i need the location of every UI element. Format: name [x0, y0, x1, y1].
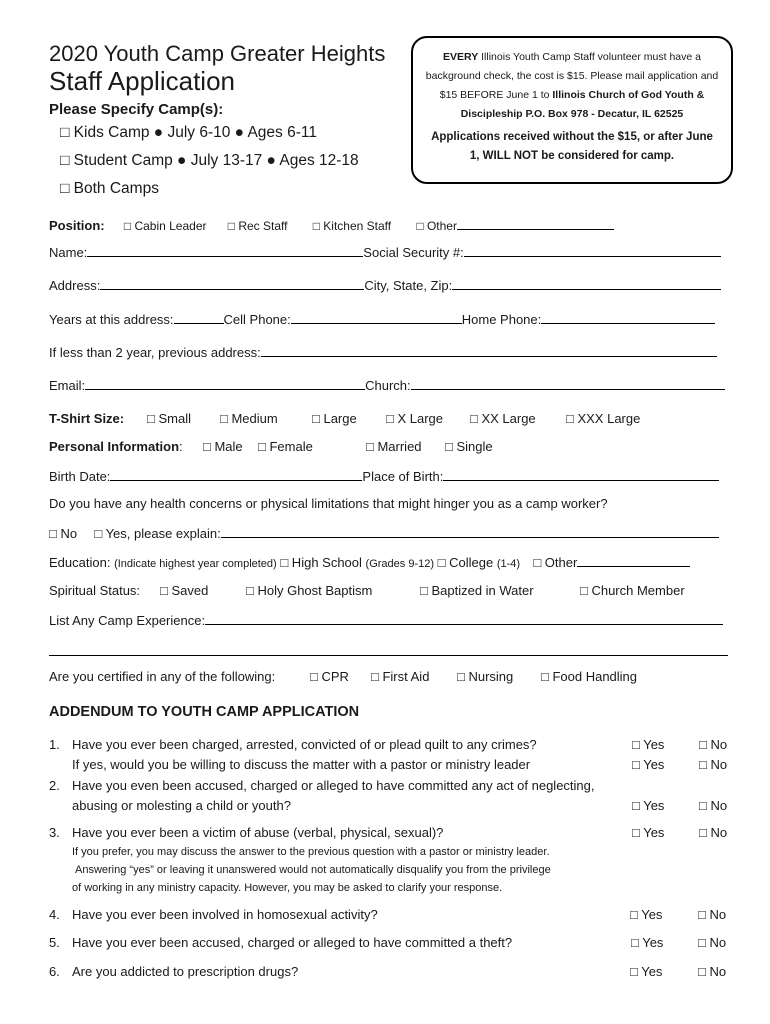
birth-date-label: Birth Date: [49, 469, 111, 484]
education-other-field[interactable] [577, 554, 690, 567]
cell-field[interactable] [291, 311, 462, 324]
birth-row [49, 468, 719, 484]
education-row [49, 554, 690, 570]
q1-yes[interactable]: □ Yes [632, 737, 665, 752]
q5-yes[interactable]: □ Yes [631, 935, 664, 950]
spiritual-church-member[interactable]: □ Church Member [580, 583, 685, 598]
q1-no[interactable]: □ No [699, 737, 728, 752]
birth-place-label: Place of Birth: [362, 469, 444, 484]
education-high-school[interactable]: □ High School [280, 555, 362, 570]
address-field[interactable] [100, 277, 364, 290]
form-title-line1: 2020 Youth Camp Greater Heights [49, 41, 386, 66]
q2-text: Have you even been accused, charged or alleged to have committed any act of neglecting, [72, 778, 595, 793]
q6-number: 6. [49, 964, 60, 979]
personal-female[interactable]: □ Female [258, 439, 313, 454]
tshirt-row [49, 411, 124, 426]
health-yes[interactable]: □ Yes, please explain: [94, 526, 221, 541]
q4-text: Have you ever been involved in homosexual activity? [72, 907, 378, 922]
q6-yes[interactable]: □ Yes [630, 964, 663, 979]
prev-address-field[interactable] [261, 344, 717, 357]
spiritual-holy-ghost[interactable]: □ Holy Ghost Baptism [246, 583, 373, 598]
health-explain-field[interactable] [221, 525, 719, 538]
q1b-text: If yes, would you be willing to discuss the matter with a pastor or ministry leader [72, 757, 531, 772]
q4-yes[interactable]: □ Yes [630, 907, 663, 922]
q1b-yes[interactable]: □ Yes [632, 757, 665, 772]
camp-option-student[interactable]: □ Student Camp ● July 13-17 ● Ages 12-18 [60, 152, 359, 169]
tshirt-label: T-Shirt Size: [49, 411, 125, 426]
camp-experience-line2[interactable] [49, 655, 728, 656]
q1-number: 1. [49, 737, 60, 752]
q6-text: Are you addicted to prescription drugs? [72, 964, 299, 979]
q1b-no[interactable]: □ No [699, 757, 728, 772]
position-rec-staff[interactable]: □ Rec Staff [227, 219, 288, 233]
notice-address: Illinois Church of God Youth & Discipleship P.O. Box 978 - Decatur, IL 62525 [460, 89, 705, 120]
q3-yes[interactable]: □ Yes [632, 825, 665, 840]
q3-note-line1: If you prefer, you may discuss the answer to the previous question with a pastor or ministry leader. [72, 846, 550, 858]
tshirt-small[interactable]: □ Small [147, 411, 191, 426]
q4-number: 4. [49, 907, 60, 922]
q3-text: Have you ever been a victim of abuse (verbal, physical, sexual)? [72, 825, 444, 840]
email-label: Email: [49, 378, 86, 393]
birth-date-field[interactable] [110, 468, 362, 481]
q5-number: 5. [49, 935, 60, 950]
health-question: Do you have any health concerns or physical limitations that might hinger you as a camp worker? [49, 496, 608, 511]
position-row [49, 217, 614, 233]
q5-text: Have you ever been accused, charged or alleged to have committed a theft? [72, 935, 513, 950]
personal-male[interactable]: □ Male [203, 439, 243, 454]
personal-info-label-wrap [49, 439, 183, 454]
personal-married[interactable]: □ Married [366, 439, 422, 454]
home-label: Home Phone: [461, 312, 542, 327]
q2-no[interactable]: □ No [699, 798, 728, 813]
position-label: Position: [49, 218, 105, 233]
personal-single[interactable]: □ Single [445, 439, 493, 454]
q4-no[interactable]: □ No [698, 907, 727, 922]
tshirt-xlarge[interactable]: □ X Large [386, 411, 443, 426]
cert-food-handling[interactable]: □ Food Handling [541, 669, 638, 684]
tshirt-xxxlarge[interactable]: □ XXX Large [566, 411, 641, 426]
name-label: Name: [49, 245, 88, 260]
health-row [49, 525, 719, 541]
camp-experience-label: List Any Camp Experience: [49, 613, 206, 628]
q6-no[interactable]: □ No [698, 964, 727, 979]
health-no[interactable]: □ No [49, 526, 78, 541]
position-other[interactable]: □ Other [416, 219, 457, 233]
certified-label: Are you certified in any of the following: [49, 669, 276, 684]
spiritual-saved[interactable]: □ Saved [160, 583, 209, 598]
phone-row [49, 311, 715, 327]
birth-place-field[interactable] [443, 468, 719, 481]
church-label: Church: [365, 378, 411, 393]
tshirt-medium[interactable]: □ Medium [220, 411, 278, 426]
education-college[interactable]: □ College [437, 555, 494, 570]
home-field[interactable] [541, 311, 715, 324]
camp-experience-row [49, 612, 723, 628]
specify-camps-label: Please Specify Camp(s): [49, 101, 224, 118]
prev-address-row [49, 344, 717, 360]
address-label: Address: [49, 278, 101, 293]
camp-experience-field[interactable] [205, 612, 723, 625]
education-other[interactable]: □ Other [533, 555, 578, 570]
tshirt-xxlarge[interactable]: □ XX Large [470, 411, 536, 426]
cert-cpr[interactable]: □ CPR [310, 669, 349, 684]
church-field[interactable] [411, 377, 725, 390]
notice-warning: Applications received without the $15, or after June 1, WILL NOT be considered for camp. [431, 131, 713, 162]
position-other-field[interactable] [457, 217, 614, 230]
q2-number: 2. [49, 778, 60, 793]
spiritual-baptized[interactable]: □ Baptized in Water [420, 583, 534, 598]
ssn-label: Social Security #: [363, 245, 464, 260]
education-hs-note: (Grades 9-12) [365, 558, 435, 570]
q3-number: 3. [49, 825, 60, 840]
cert-first-aid[interactable]: □ First Aid [371, 669, 430, 684]
ssn-field[interactable] [464, 244, 721, 257]
name-row [49, 244, 721, 260]
education-note: (Indicate highest year completed) [114, 558, 277, 570]
q2b-text: abusing or molesting a child or youth? [72, 798, 291, 813]
position-cabin-leader[interactable]: □ Cabin Leader [123, 219, 207, 233]
background-check-notice [411, 36, 733, 184]
q1-text: Have you ever been charged, arrested, convicted of or plead quilt to any crimes? [72, 737, 537, 752]
years-field[interactable] [174, 311, 224, 324]
cell-label: Cell Phone: [223, 312, 291, 327]
city-label: City, State, Zip: [364, 278, 453, 293]
q3-note-line2: Answering “yes” or leaving it unanswered would not automatically disqualify you from the privilege [75, 864, 551, 876]
camp-option-both[interactable]: □ Both Camps [60, 180, 159, 197]
prev-address-label: If less than 2 year, previous address: [49, 345, 261, 360]
address-row [49, 277, 721, 293]
form-title-line2: Staff Application [49, 66, 235, 96]
spiritual-label: Spiritual Status: [49, 583, 141, 598]
q2-yes[interactable]: □ Yes [632, 798, 665, 813]
education-college-note: (1-4) [496, 558, 521, 570]
personal-info-colon: : [179, 439, 183, 454]
years-label: Years at this address: [49, 312, 174, 327]
notice-text: Illinois Youth Camp Staff volunteer must have a background check, the cost is $15. Please mail application and $15 BEFORE June 1 to [425, 51, 719, 101]
email-row [49, 377, 725, 393]
q3-note-line3: of working in any ministry capacity. However, you may be asked to clarify your response. [72, 882, 503, 894]
personal-info-label: Personal Information [49, 439, 180, 454]
position-kitchen-staff[interactable]: □ Kitchen Staff [312, 219, 392, 233]
notice-every: EVERY [443, 51, 479, 63]
city-field[interactable] [452, 277, 721, 290]
education-label: Education: [49, 555, 111, 570]
cert-nursing[interactable]: □ Nursing [457, 669, 514, 684]
tshirt-large[interactable]: □ Large [312, 411, 357, 426]
q5-no[interactable]: □ No [698, 935, 727, 950]
addendum-title: ADDENDUM TO YOUTH CAMP APPLICATION [49, 704, 360, 720]
name-field[interactable] [87, 244, 363, 257]
q3-no[interactable]: □ No [699, 825, 728, 840]
email-field[interactable] [85, 377, 365, 390]
camp-option-kids[interactable]: □ Kids Camp ● July 6-10 ● Ages 6-11 [60, 124, 317, 141]
